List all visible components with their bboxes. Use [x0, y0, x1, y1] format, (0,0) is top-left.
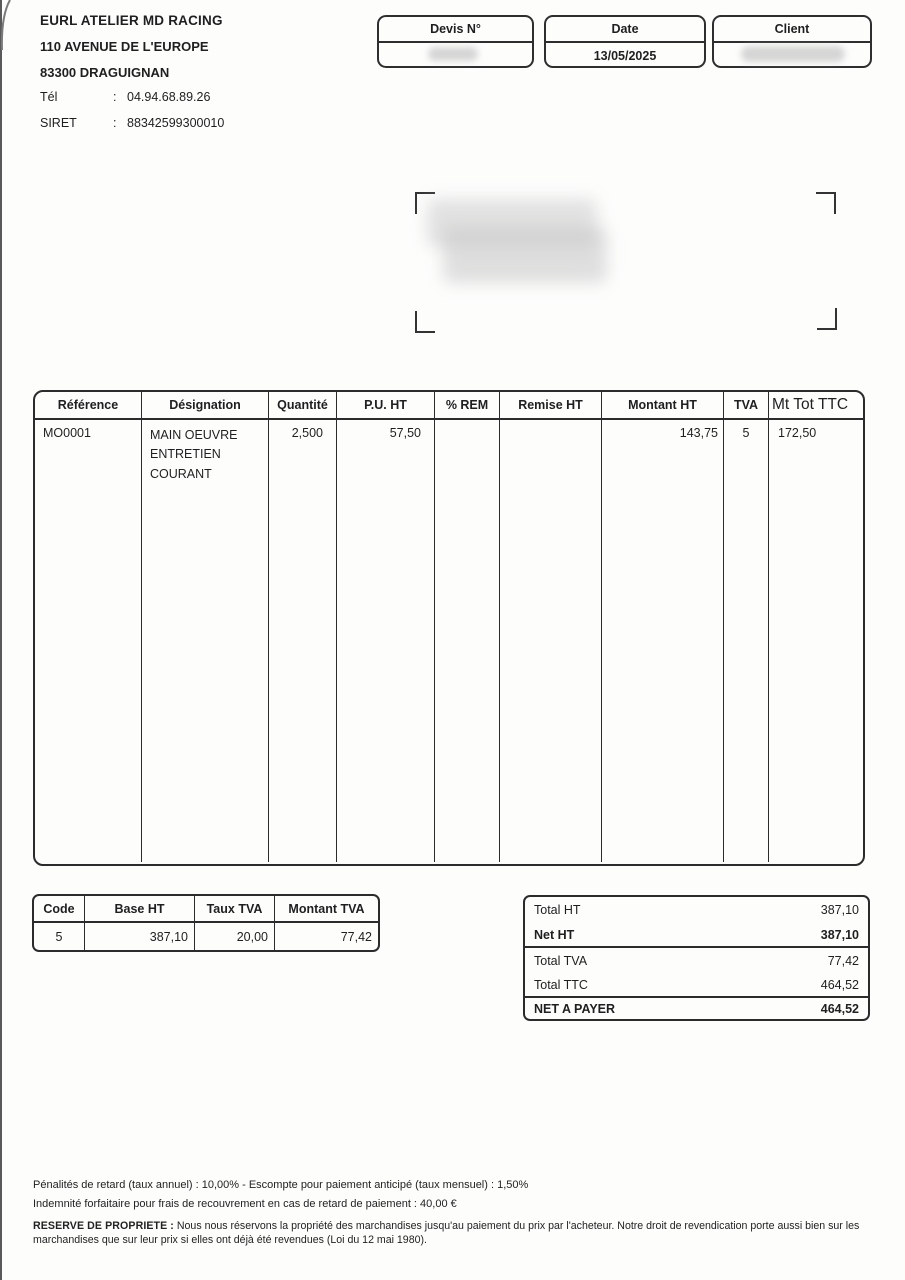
cell-tva: 5	[724, 420, 769, 862]
date-value: 13/05/2025	[593, 48, 657, 63]
total-tva-label: Total TVA	[534, 953, 588, 968]
reserve-propriete-paragraph	[33, 1220, 863, 1248]
net-a-payer-label: NET A PAYER	[534, 1001, 616, 1016]
devis-number-label: Devis N°	[379, 17, 532, 43]
crop-mark-bottom-left	[415, 311, 435, 333]
column-header-taux-tva: Taux TVA	[195, 896, 275, 921]
column-header-base-ht: Base HT	[85, 896, 195, 921]
company-phone-row	[40, 90, 210, 104]
net-a-payer-value: 464,52	[820, 1001, 859, 1016]
client-label: Client	[714, 17, 870, 43]
column-header-pu-ht: P.U. HT	[337, 392, 435, 418]
cell-taux-tva: 20,00	[195, 923, 275, 950]
column-header-rem: % REM	[435, 392, 500, 418]
date-label: Date	[546, 17, 704, 43]
cell-montant-tva: 77,42	[340, 929, 372, 944]
tva-table-header	[34, 896, 378, 923]
cell-remise-ht	[500, 420, 602, 862]
colon-separator: :	[113, 90, 117, 104]
net-ht-row	[525, 923, 868, 948]
siret-value: 88342599300010	[127, 116, 225, 130]
cell-mt-tot-ttc: 172,50	[778, 426, 817, 440]
column-header-montant-ht: Montant HT	[602, 392, 724, 418]
reserve-propriete-label: RESERVE DE PROPRIETE :	[33, 1220, 174, 1232]
phone-value: 04.94.68.89.26	[127, 90, 211, 104]
cell-rem	[435, 420, 500, 862]
column-header-remise-ht: Remise HT	[500, 392, 602, 418]
colon-separator: :	[113, 116, 117, 130]
net-a-payer-row	[525, 998, 868, 1019]
total-ttc-label: Total TTC	[534, 977, 588, 992]
column-header-reference: Référence	[35, 392, 142, 418]
company-siret-row	[40, 116, 224, 130]
cell-pu-ht: 57,50	[337, 420, 435, 862]
cell-code: 5	[34, 923, 85, 950]
cell-base-ht: 387,10	[85, 923, 195, 950]
column-header-mt-tot-ttc: Mt Tot TTC	[772, 396, 849, 413]
tva-table-row	[34, 923, 378, 950]
net-ht-value: 387,10	[820, 927, 859, 942]
company-name: EURL ATELIER MD RACING	[40, 13, 223, 28]
column-header-designation: Désignation	[142, 392, 269, 418]
net-ht-label: Net HT	[534, 927, 575, 942]
total-ht-label: Total HT	[534, 903, 581, 917]
devis-number-redaction-blob	[428, 47, 478, 61]
totals-box	[523, 895, 870, 1021]
crop-mark-top-right	[816, 192, 836, 214]
date-box	[544, 15, 706, 68]
phone-label: Tél	[40, 90, 58, 104]
total-ht-value: 387,10	[820, 903, 859, 917]
column-header-quantite: Quantité	[269, 392, 337, 418]
cell-quantite: 2,500	[269, 420, 337, 862]
column-header-code: Code	[34, 896, 85, 921]
client-redaction-blob	[741, 46, 845, 62]
items-table	[33, 390, 865, 866]
cell-montant-ht: 143,75	[602, 420, 724, 862]
scan-left-edge	[0, 0, 2, 1280]
crop-mark-bottom-right	[817, 308, 837, 330]
total-ttc-value: 464,52	[820, 977, 859, 992]
total-tva-row	[525, 948, 868, 973]
company-address-line1: 110 AVENUE DE L'EUROPE	[40, 39, 209, 54]
cell-reference: MO0001	[35, 420, 142, 862]
column-header-tva: TVA	[724, 392, 769, 418]
total-tva-value: 77,42	[827, 953, 859, 968]
company-address-line2: 83300 DRAGUIGNAN	[40, 65, 170, 80]
items-table-row	[35, 420, 863, 862]
recipient-redaction-blob	[443, 227, 607, 283]
penalties-line: Pénalités de retard (taux annuel) : 10,00% - Escompte pour paiement anticipé (taux mensuel) : 1,50%	[33, 1179, 529, 1191]
total-ttc-row	[525, 973, 868, 998]
column-header-montant-tva: Montant TVA	[288, 901, 365, 916]
siret-label: SIRET	[40, 116, 77, 130]
items-table-header	[35, 392, 863, 420]
indemnity-line: Indemnité forfaitaire pour frais de recouvrement en cas de retard de paiement : 40,00 €	[33, 1198, 457, 1210]
reserve-propriete-text: Nous nous réservons la propriété des marchandises jusqu'au paiement du prix par l'acheteur. Notre droit de revendication porte aussi bien sur les marchandises que sur leur prix si elles ont déjà été revendues (Loi du 12 mai 1980).	[33, 1220, 860, 1246]
tva-summary-table	[32, 894, 380, 952]
total-ht-row	[525, 897, 868, 923]
cell-designation: MAIN OEUVRE ENTRETIEN COURANT	[142, 420, 269, 862]
page-corner-curl	[0, 0, 16, 52]
